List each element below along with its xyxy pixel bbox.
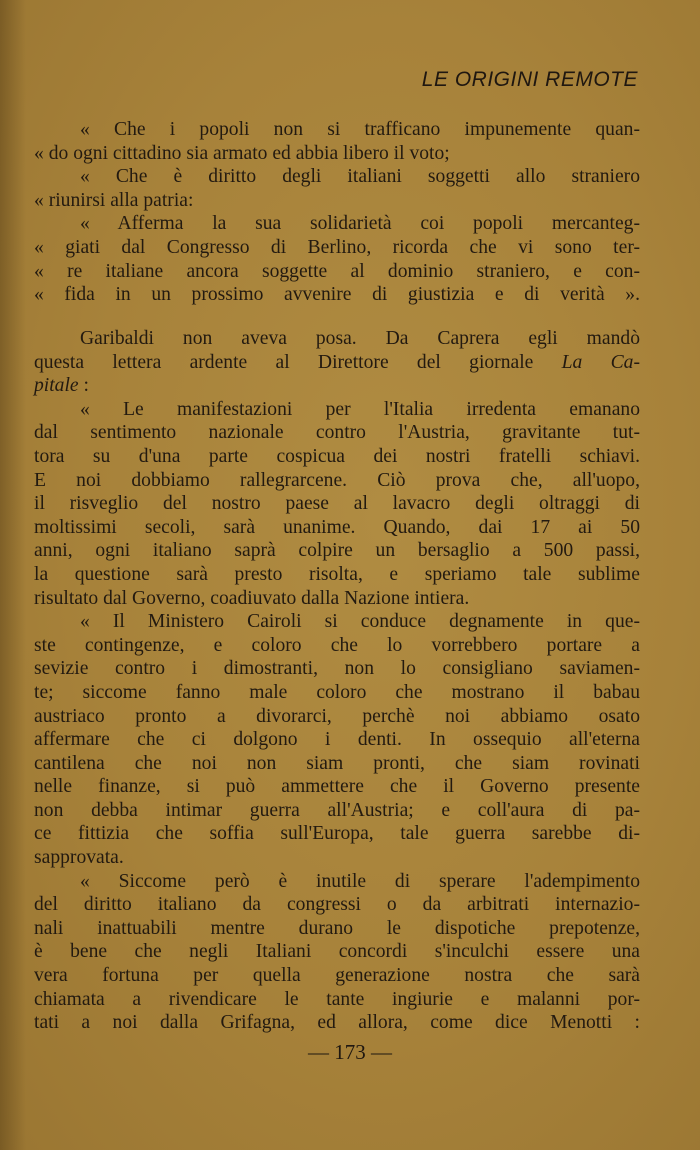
quote-line: « re italiane ancora soggette al dominio straniero, e con- <box>34 260 640 282</box>
body-line: il risveglio del nostro paese al lavacro degli oltraggi di <box>34 493 640 515</box>
quote-line: « giati dal Congresso di Berlino, ricorda che vi sono ter- <box>34 236 640 258</box>
body-line: cantilena che noi non siam pronti, che siam rovinati <box>34 752 640 774</box>
page-number: — 173 — <box>308 1040 392 1064</box>
quote-line: « Che i popoli non si trafficano impunemente quan- <box>80 119 640 140</box>
body-line: ste contingenze, e coloro che lo vorrebbero portare a <box>34 634 640 656</box>
body-line: vera fortuna per quella generazione nostra che sarà <box>34 965 640 987</box>
body-line: risultato dal Governo, coadiuvato dalla Nazione intiera. <box>34 587 470 609</box>
body-line: sevizie contro i dimostranti, non lo consigliano saviamen- <box>34 658 640 680</box>
body-line: « Siccome però è inutile di sperare l'adempimento <box>80 870 640 892</box>
body-line: austriaco pronto a divorarci, perchè noi abbiamo osato <box>34 705 640 727</box>
newspaper-title: pitale <box>34 375 79 397</box>
quote-line: « Che è diritto degli italiani soggetti allo straniero <box>80 166 640 188</box>
newspaper-title: La Ca- <box>561 351 640 373</box>
body-line: « Le manifestazioni per l'Italia irredenta emanano <box>80 398 640 420</box>
body-line: tora su d'una parte cospicua dei nostri fratelli schiavi. <box>34 445 640 467</box>
quoted-resolution <box>34 118 640 307</box>
body-line: chiamata a rivendicare le tante ingiurie e malanni por- <box>34 988 640 1010</box>
body-line: la questione sarà presto risolta, e speriamo tale sublime <box>34 563 640 585</box>
body-line: nali inattuabili mentre durano le dispotiche prepotenze, <box>34 917 640 939</box>
body-line: affermare che ci dolgono i denti. In ossequio all'eterna <box>34 729 640 751</box>
body-line: ce fittizia che soffia sull'Europa, tale guerra sarebbe di- <box>34 823 640 845</box>
body-line: nelle finanze, si può ammettere che il Governo presente <box>34 776 640 798</box>
quote-line: « do ogni cittadino sia armato ed abbia libero il voto; <box>34 142 450 164</box>
quote-line: « Afferma la sua solidarietà coi popoli mercanteg- <box>80 213 640 235</box>
body-text <box>34 327 640 1035</box>
body-line: moltissimi secoli, sarà unanime. Quando, dai 17 ai 50 <box>34 516 640 538</box>
body-line: anni, ogni italiano saprà colpire un bersaglio a 500 passi, <box>34 540 640 562</box>
page-edge-shadow <box>0 0 26 1150</box>
body-line: tati a noi dalla Grifagna, ed allora, come dice Menotti : <box>34 1012 640 1034</box>
body-line: è bene che negli Italiani concordi s'inculchi essere una <box>34 941 640 963</box>
body-line: E noi dobbiamo rallegrarcene. Ciò prova che, all'uopo, <box>34 469 640 491</box>
body-line: questa lettera ardente al Direttore del giornale La Ca- <box>34 351 640 373</box>
body-line: dal sentimento nazionale contro l'Austria, gravitante tut- <box>34 422 640 444</box>
body-line: « Il Ministero Cairoli si conduce degnamente in que- <box>80 611 640 633</box>
body-line: non debba intimar guerra all'Austria; e coll'aura di pa- <box>34 799 640 821</box>
body-line: pitale : <box>34 375 89 397</box>
body-line: sapprovata. <box>34 847 124 869</box>
quote-line: « riunirsi alla patria: <box>34 189 194 211</box>
running-header: LE ORIGINI REMOTE <box>421 68 638 91</box>
body-line: te; siccome fanno male coloro che mostrano il babau <box>34 681 640 703</box>
body-line: del diritto italiano da congressi o da arbitrati internazio- <box>34 894 640 916</box>
body-line: Garibaldi non aveva posa. Da Caprera egli mandò <box>80 328 640 349</box>
quote-line: « fida in un prossimo avvenire di giustizia e di verità ». <box>34 284 640 306</box>
